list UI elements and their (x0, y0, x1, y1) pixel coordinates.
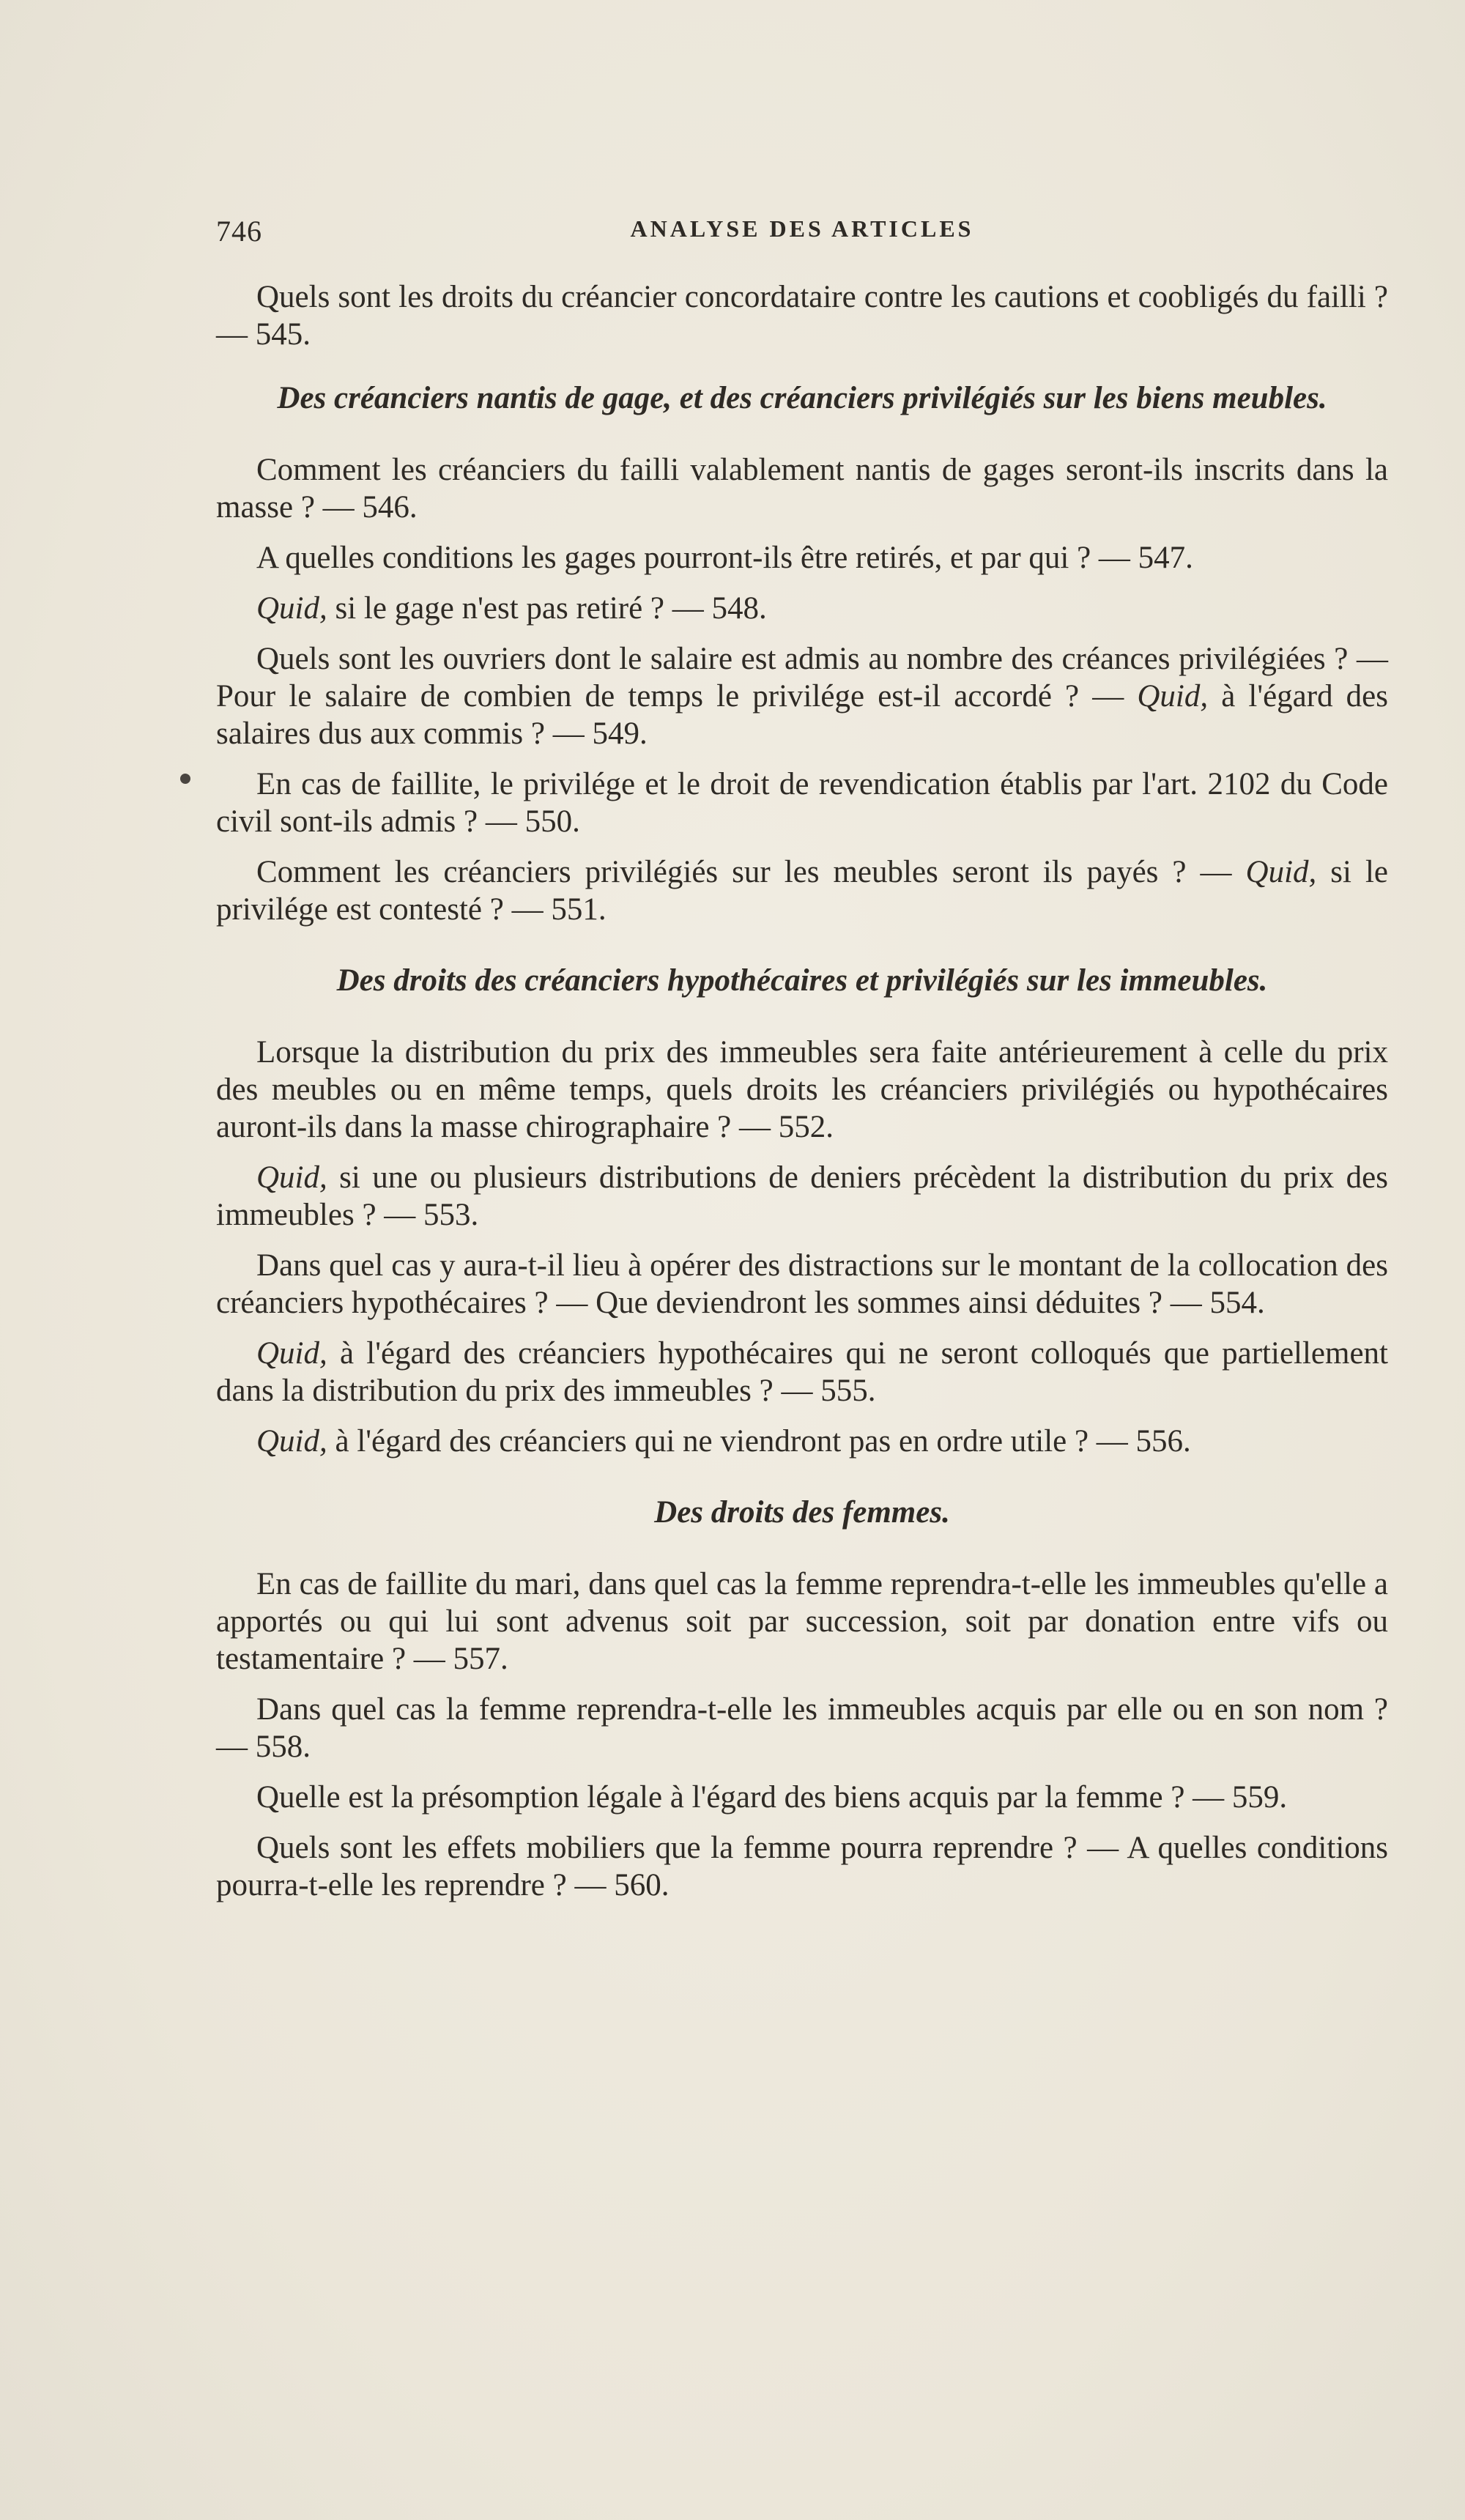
quid-italic: Quid, (256, 591, 327, 626)
section-heading: Des créanciers nantis de gage, et des créanciers privilégiés sur les biens meubles. (277, 381, 1327, 415)
paragraph-text: si une ou plusieurs distributions de deniers précèdent la distribution du prix des immeubles ? — 553. (216, 1160, 1388, 1232)
page-header (216, 214, 1388, 251)
paragraph: Dans quel cas la femme reprendra-t-elle les immeubles acquis par elle ou en son nom ? — 558. (216, 1692, 1388, 1764)
paragraph: En cas de faillite, le privilége et le droit de revendication établis par l'art. 2102 du Code civil sont-ils admis ? — 550. (216, 767, 1388, 839)
paragraph (216, 1335, 1388, 1409)
paragraph: Quels sont les effets mobiliers que la femme pourra reprendre ? — A quelles conditions pourra-t-elle les reprendre ? — 560. (216, 1831, 1388, 1902)
paragraph-text: à l'égard des salaires dus aux commis ? — 549. (216, 679, 1388, 751)
page-number: 746 (216, 215, 262, 248)
section-heading: Des droits des créanciers hypothécaires et privilégiés sur les immeubles. (336, 963, 1268, 998)
paragraph: Lorsque la distribution du prix des immeubles sera faite antérieurement à celle du prix des meubles ou en même temps, quels droits les créanciers privilégiés ou hypothécaires auront-ils dans la masse chirographaire ? — 552. (216, 1035, 1388, 1144)
paragraph: Comment les créanciers du failli valablement nantis de gages seront-ils inscrits dans la masse ? — 546. (216, 453, 1388, 525)
paragraph-text: si le gage n'est pas retiré ? — 548. (327, 591, 767, 626)
paragraph: Quelle est la présomption légale à l'égard des biens acquis par la femme ? — 559. (256, 1780, 1288, 1815)
margin-ink-dot (180, 774, 190, 784)
paragraph: Quels sont les droits du créancier concordataire contre les cautions et coobligés du failli ? — 545. (216, 280, 1388, 352)
running-head: ANALYSE DES ARTICLES (630, 215, 974, 242)
paragraph (216, 640, 1388, 752)
quid-italic: Quid, (256, 1160, 327, 1195)
quid-italic: Quid, (1137, 679, 1209, 714)
paragraph: Dans quel cas y aura-t-il lieu à opérer des distractions sur le montant de la collocation des créanciers hypothécaires ? — Que deviendront les sommes ainsi déduites ? — 554. (216, 1248, 1388, 1320)
paragraph (216, 1159, 1388, 1234)
paragraph: En cas de faillite du mari, dans quel cas la femme reprendra-t-elle les immeubles qu'elle a apportés ou qui lui sont advenus soit par succession, soit par donation entre vifs ou testamentaire ? — 557. (216, 1567, 1388, 1676)
quid-italic: Quid, (256, 1424, 327, 1459)
section-heading: Des droits des femmes. (654, 1495, 950, 1530)
paragraph (216, 1423, 1388, 1460)
paragraph-text: à l'égard des créanciers hypothécaires qui ne seront colloqués que partiellement dans la distribution du prix des immeubles ? — 555. (216, 1336, 1388, 1408)
paragraph-text: à l'égard des créanciers qui ne viendront pas en ordre utile ? — 556. (327, 1424, 1191, 1459)
paragraph: A quelles conditions les gages pourront-ils être retirés, et par qui ? — 547. (256, 541, 1193, 575)
paragraph (216, 590, 1388, 627)
quid-italic: Quid, (1245, 855, 1317, 889)
quid-italic: Quid, (256, 1336, 327, 1371)
paragraph-text: si le privilége est contesté ? — 551. (216, 855, 1389, 927)
paragraph-text: Comment les créanciers privilégiés sur les meubles seront ils payés ? — (256, 855, 1246, 889)
paragraph (216, 853, 1388, 928)
page-body (216, 278, 1388, 1917)
paragraph-text: Quels sont les ouvriers dont le salaire est admis au nombre des créances privilégiées ? — Pour le salaire de combien de temps le privilége est-il accordé ? — (216, 642, 1388, 714)
